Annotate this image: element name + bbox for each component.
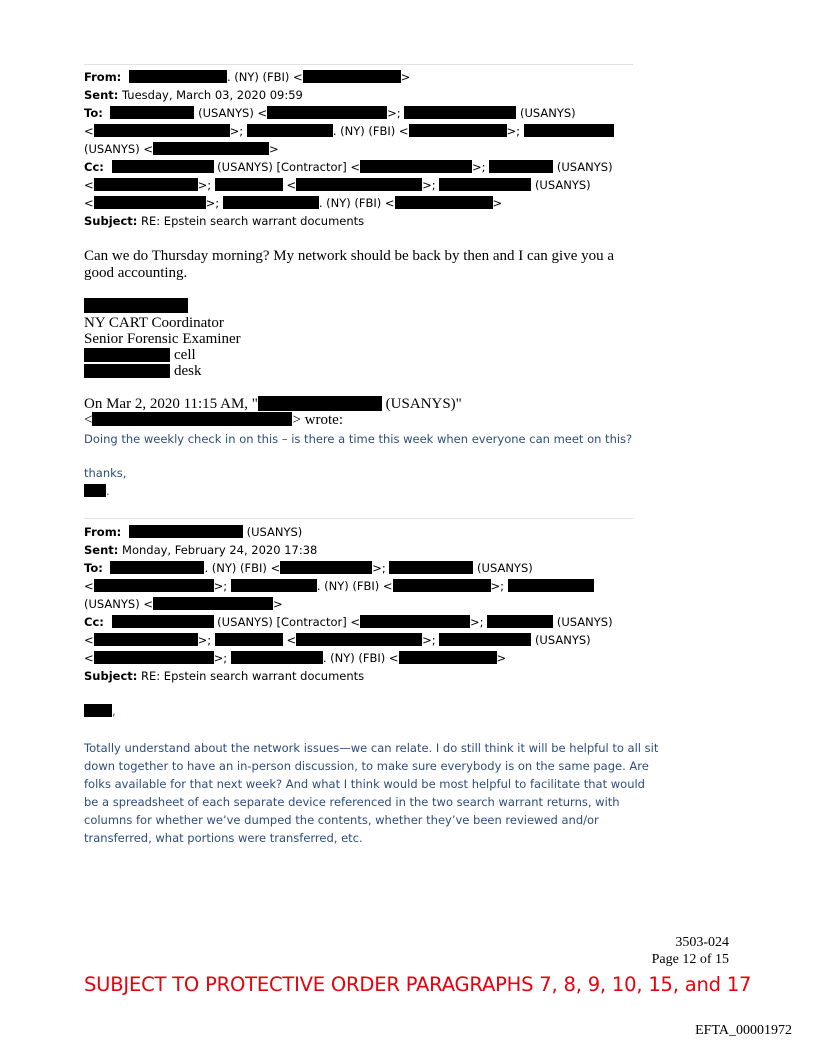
- from-label: From:: [84, 70, 122, 84]
- recipient-org: (USANYS) <: [84, 597, 153, 611]
- redaction: [94, 196, 206, 209]
- quoted-sender: [84, 484, 110, 498]
- email1-from-line: [84, 68, 410, 86]
- bracket: <: [84, 124, 94, 138]
- redaction: [389, 561, 473, 574]
- separator: >;: [472, 160, 486, 174]
- redaction: [399, 651, 497, 664]
- recipient-org: . (NY) (FBI) <: [204, 561, 281, 575]
- bracket: >: [400, 70, 411, 84]
- redaction: [231, 651, 323, 664]
- email2-cc-line-3: [84, 649, 506, 667]
- redaction: [360, 615, 470, 628]
- email2-from-line: [84, 523, 302, 541]
- email1-sent-date: Tuesday, March 03, 2020 09:59: [122, 88, 303, 102]
- bates-number: EFTA_00001972: [695, 1023, 792, 1038]
- subject-label: Subject:: [84, 669, 138, 683]
- separator: >;: [490, 579, 505, 593]
- recipient-org: (USANYS): [477, 561, 533, 575]
- separator: >;: [387, 106, 401, 120]
- desk-number-redaction: [84, 364, 170, 378]
- period: .: [106, 484, 110, 498]
- email2-body-line-5: columns for whether we’ve dumped the contents, whether they’ve been reviewed and/or: [84, 813, 599, 827]
- cc-org: (USANYS) [Contractor] <: [217, 615, 361, 629]
- email2-body-line-4: be a spreadsheet of each separate device referenced in the two search warrant returns, with: [84, 795, 620, 809]
- protective-order-banner: SUBJECT TO PROTECTIVE ORDER PARAGRAPHS 7, 8, 9, 10, 15, and 17: [84, 973, 752, 996]
- separator: >;: [229, 124, 244, 138]
- cc-label: Cc:: [84, 615, 104, 629]
- redaction: [112, 615, 214, 628]
- recipient-org: (USANYS): [519, 106, 576, 120]
- redaction: [110, 561, 204, 574]
- email1-body: Can we do Thursday morning? My network should be back by then and I can give you a good accounting.: [84, 248, 615, 281]
- recipient-org: (USANYS) <: [84, 142, 153, 156]
- quote-intro-text: On Mar 2, 2020 11:15 AM, ": [84, 396, 258, 412]
- page-number: Page 12 of 15: [651, 952, 729, 967]
- cc-org: (USANYS) [Contractor] <: [217, 160, 361, 174]
- redaction: [215, 178, 283, 191]
- email1-cc-line-1: [84, 158, 613, 176]
- separator: >;: [470, 615, 484, 629]
- redaction: [94, 651, 214, 664]
- redaction: [439, 633, 531, 646]
- email1-subject: RE: Epstein search warrant documents: [141, 214, 365, 228]
- separator: >;: [213, 579, 228, 593]
- redaction: [112, 160, 214, 173]
- redaction: [360, 160, 472, 173]
- email1-cc-line-3: [84, 194, 502, 212]
- email2-to-line-2: [84, 577, 594, 595]
- signature-name-redaction: [84, 298, 188, 313]
- redaction: [92, 412, 292, 426]
- signature-title-2: Senior Forensic Examiner: [84, 331, 241, 347]
- email1-cc-line-2: [84, 176, 591, 194]
- bracket: <: [286, 178, 297, 192]
- from-label: From:: [84, 525, 122, 539]
- email2-sent-date: Monday, February 24, 2020 17:38: [122, 543, 318, 557]
- email2-body-line-3: folks available for that next week? And what I think would be most helpful to facilitate that would: [84, 777, 645, 791]
- redaction: [303, 70, 401, 83]
- signature-cell-label: cell: [174, 347, 196, 363]
- comma: ,: [112, 704, 116, 718]
- sent-label: Sent:: [84, 543, 119, 557]
- redaction: [489, 160, 553, 173]
- to-label: To:: [84, 561, 103, 575]
- redaction: [84, 484, 106, 497]
- email1-to-line-2: [84, 122, 614, 140]
- redaction: [153, 142, 269, 155]
- cc-org: . (NY) (FBI) <: [322, 651, 399, 665]
- bracket: <: [84, 196, 94, 210]
- separator: >;: [213, 651, 228, 665]
- bracket: >: [496, 651, 507, 665]
- quoted-body: Doing the weekly check in on this – is there a time this week when everyone can meet on this?: [84, 432, 633, 446]
- recipient-org: . (NY) (FBI) <: [316, 579, 393, 593]
- bracket: <: [84, 651, 94, 665]
- redaction: [94, 178, 198, 191]
- quoted-thanks: thanks,: [84, 466, 127, 480]
- cell-number-redaction: [84, 348, 170, 362]
- redaction: [296, 178, 422, 191]
- email2-cc-line-2: [84, 631, 591, 649]
- redaction: [439, 178, 531, 191]
- redaction: [267, 106, 387, 119]
- cc-org: . (NY) (FBI) <: [318, 196, 395, 210]
- cc-org: (USANYS): [534, 633, 591, 647]
- separator: >;: [422, 178, 436, 192]
- sender-org: . (NY) (FBI) <: [226, 70, 303, 84]
- separator: >;: [205, 196, 220, 210]
- bracket: <: [84, 579, 94, 593]
- subject-label: Subject:: [84, 214, 138, 228]
- sent-label: Sent:: [84, 88, 119, 102]
- redaction: [231, 579, 317, 592]
- redaction: [129, 525, 243, 538]
- email2-body-line-2: down together to have an in-person discussion, to make sure everybody is on the same page. Are: [84, 759, 649, 773]
- redaction: [393, 579, 491, 592]
- separator-rule-1: [84, 64, 633, 65]
- redaction: [395, 196, 493, 209]
- email2-sent-line: [84, 541, 317, 559]
- bracket: <: [84, 412, 93, 428]
- quote-intro-end: (USANYS)": [385, 396, 462, 412]
- email2-subject: RE: Epstein search warrant documents: [141, 669, 365, 683]
- email2-to-line-3: [84, 595, 283, 613]
- redaction: [258, 396, 382, 411]
- redaction: [215, 633, 283, 646]
- email2-body-line-1: Totally understand about the network issues—we can relate. I do still think it will be helpful to all sit: [84, 741, 659, 755]
- recipient-org: . (NY) (FBI) <: [332, 124, 409, 138]
- redaction: [129, 70, 227, 83]
- redaction: [524, 124, 614, 137]
- redaction: [404, 106, 516, 119]
- redaction: [409, 124, 507, 137]
- redaction: [94, 579, 214, 592]
- cc-org: (USANYS): [556, 615, 613, 629]
- redaction: [153, 597, 273, 610]
- bracket: >: [273, 597, 283, 611]
- bracket: >: [269, 142, 279, 156]
- redaction: [247, 124, 333, 137]
- email1-subject-line: [84, 212, 364, 230]
- email1-sent-line: [84, 86, 303, 104]
- signature-title-1: NY CART Coordinator: [84, 315, 224, 331]
- separator-rule-2: [84, 518, 633, 519]
- redaction: [280, 561, 372, 574]
- separator: >;: [422, 633, 436, 647]
- sender-org: (USANYS): [246, 525, 303, 539]
- redaction: [94, 633, 198, 646]
- redaction: [508, 579, 594, 592]
- cc-org: (USANYS): [534, 178, 591, 192]
- bracket: <: [84, 633, 94, 647]
- redaction: [296, 633, 422, 646]
- email2-greeting: [84, 704, 116, 718]
- bracket: <: [286, 633, 297, 647]
- redaction: [223, 196, 319, 209]
- to-label: To:: [84, 106, 103, 120]
- email2-body-line-6: transferred, what portions were transferred, etc.: [84, 831, 363, 845]
- redaction: [487, 615, 553, 628]
- signature-desk-label: desk: [174, 363, 202, 379]
- recipient-org: (USANYS) <: [198, 106, 268, 120]
- redaction: [94, 124, 230, 137]
- email1-to-line-1: [84, 104, 576, 122]
- separator: >;: [197, 178, 212, 192]
- exhibit-number: 3503-024: [675, 935, 729, 950]
- email2-to-line-1: [84, 559, 533, 577]
- cc-label: Cc:: [84, 160, 104, 174]
- redaction: [110, 106, 194, 119]
- separator: >;: [506, 124, 521, 138]
- redaction: [84, 704, 112, 717]
- bracket: >: [492, 196, 503, 210]
- email2-cc-line-1: [84, 613, 613, 631]
- bracket: <: [84, 178, 94, 192]
- wrote-text: > wrote:: [292, 412, 343, 428]
- quote-intro: [84, 396, 462, 413]
- separator: >;: [372, 561, 386, 575]
- quote-wrote-line: [84, 412, 343, 429]
- separator: >;: [197, 633, 212, 647]
- cc-org: (USANYS): [556, 160, 613, 174]
- email2-subject-line: [84, 667, 364, 685]
- email1-to-line-3: [84, 140, 279, 158]
